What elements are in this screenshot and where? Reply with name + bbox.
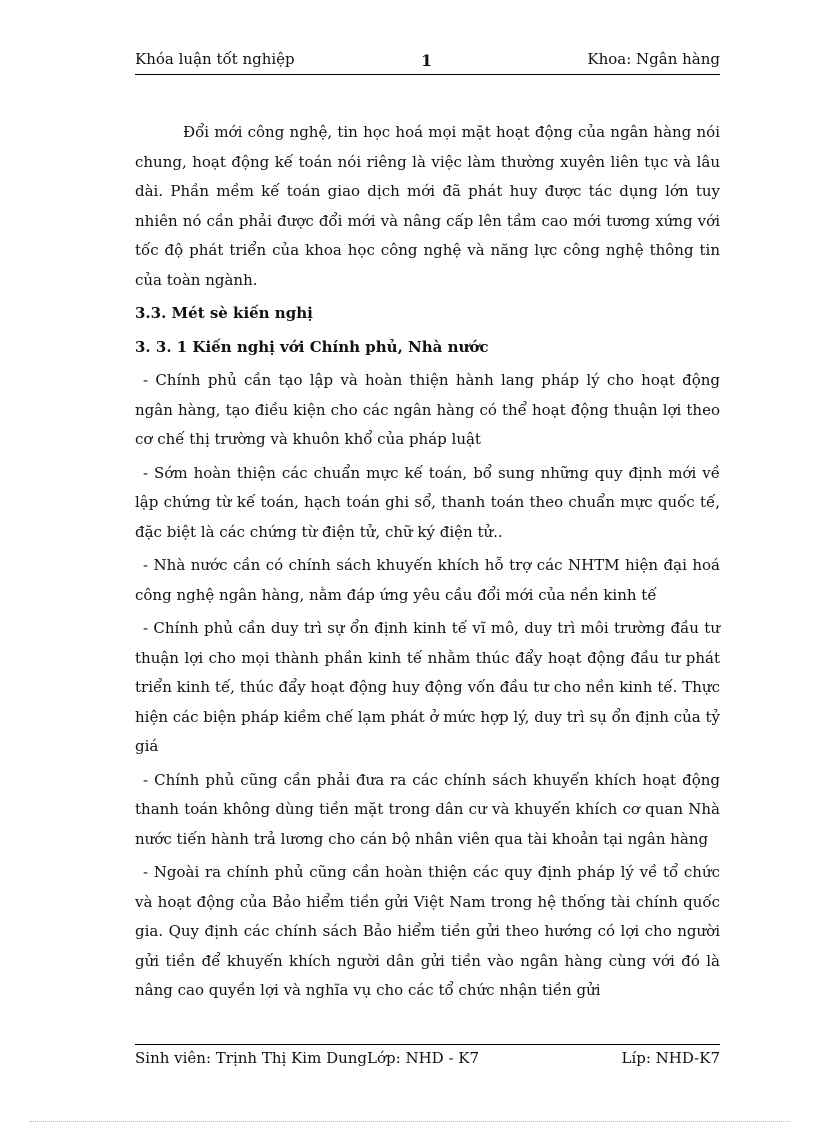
recommendation-item-3: - Nhà nước cần có chính sách khuyến khích hỗ trợ các NHTM hiện đại hoá công nghệ ngân hàng, nằm đáp ứng yêu cầu đổi mới của nền kinh tế <box>135 556 720 604</box>
page-body <box>135 118 720 1010</box>
footer-class-label: Líp: NHD-K7 <box>621 1049 720 1067</box>
subsection-heading: 3. 3. 1 Kiến nghị với Chính phủ, Nhà nước <box>135 337 489 356</box>
intro-paragraph: Đổi mới công nghệ, tin học hoá mọi mặt hoạt động của ngân hàng nói chung, hoạt động kế toán nói riêng là việc làm thường xuyên liên tục và lâu dài. Phần mềm kế toán giao dịch mới đã phát huy được tác dụng lớn tuy nhiên nó cần phải được đổi mới và nâng cấp lên tầm cao mới tương xứng với tốc độ phát triển của khoa học công nghệ và năng lực công nghệ thông tin của toàn ngành. <box>135 123 720 289</box>
recommendation-item-4: - Chính phủ cần duy trì sự ổn định kinh tế vĩ mô, duy trì môi trường đầu tư thuận lợi cho mọi thành phần kinh tế nhằm thúc đẩy hoạt động đầu tư phát triển kinh tế, thúc đẩy hoạt động huy động vốn đầu tư cho nền kinh tế. Thực hiện các biện pháp kiềm chế lạm phát ở mức hợp lý, duy trì sụ ổn định của tỷ giá <box>135 619 720 755</box>
page-header <box>135 50 720 75</box>
page-footer <box>135 1044 720 1067</box>
section-heading: 3.3. Mét sè kiến nghị <box>135 304 313 322</box>
page-number: 1 <box>421 51 433 70</box>
header-thesis-label: Khóa luận tốt nghiệp <box>135 50 295 68</box>
recommendation-item-1: - Chính phủ cần tạo lập và hoàn thiện hành lang pháp lý cho hoạt động ngân hàng, tạo điều kiện cho các ngân hàng có thể hoạt động thuận lợi theo cơ chế thị trường và khuôn khổ của pháp luật <box>135 371 720 448</box>
footer-student-label: Sinh viên: Trịnh Thị Kim DungLớp: NHD - K7 <box>135 1049 480 1067</box>
page-bottom-divider <box>30 1121 790 1122</box>
recommendation-item-6: - Ngoài ra chính phủ cũng cần hoàn thiện các quy định pháp lý về tổ chức và hoạt động của Bảo hiểm tiền gửi Việt Nam trong hệ thống tài chính quốc gia. Quy định các chính sách Bảo hiểm tiền gửi theo hướng có lợi cho người gửi tiền để khuyến khích người dân gửi tiền vào ngân hàng cùng với đó là nâng cao quyền lợi và nghĩa vụ cho các tổ chức nhận tiền gửi <box>135 863 720 999</box>
header-faculty-label: Khoa: Ngân hàng <box>587 50 720 68</box>
recommendation-item-5: - Chính phủ cũng cần phải đưa ra các chính sách khuyến khích hoạt động thanh toán không dùng tiền mặt trong dân cư và khuyến khích cơ quan Nhà nước tiến hành trả lương cho cán bộ nhân viên qua tài khoản tại ngân hàng <box>135 770 720 848</box>
recommendation-item-2: - Sớm hoàn thiện các chuẩn mực kế toán, bổ sung những quy định mới về lập chứng từ kế toán, hạch toán ghi sổ, thanh toán theo chuẩn mực quốc tế, đặc biệt là các chứng từ điện tử, chữ ký điện tử.. <box>135 463 720 541</box>
